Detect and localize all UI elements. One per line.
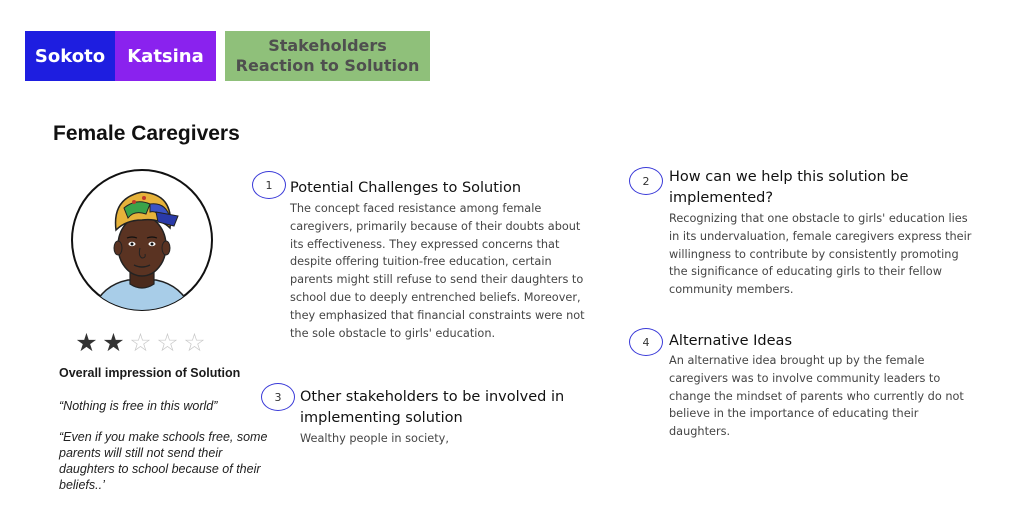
tag-stakeholders-line2: Reaction to Solution xyxy=(235,56,420,75)
star-empty-icon: ☆ xyxy=(183,329,206,357)
section-1-number: 1 xyxy=(252,171,286,199)
impression-label: Overall impression of Solution xyxy=(59,366,241,380)
caregiver-avatar xyxy=(70,168,214,312)
section-1-body: The concept faced resistance among female caregivers, primarily because of their doubts about its effectiveness. They expressed concerns that despite offering tuition-free education, certain parents might still refuse to send their daughters to school due to deeply entrenched beliefs. Moreover, they emphasized that financial constraints were not the sole obstacle to girls' education. xyxy=(290,202,585,340)
tag-stakeholders-reaction xyxy=(225,31,430,81)
star-filled-icon: ★ xyxy=(75,329,98,357)
section-1-title: Potential Challenges to Solution xyxy=(290,180,522,196)
tag-sokoto: Sokoto xyxy=(25,31,115,81)
star-empty-icon: ☆ xyxy=(156,329,179,357)
section-4-body: An alternative idea brought up by the female caregivers was to involve community leaders to change the mindset of parents who currently do not believe in the importance of educating their daughters. xyxy=(669,354,964,439)
section-3-body: Wealthy people in society, xyxy=(300,432,449,445)
rating-stars xyxy=(74,329,207,357)
section-2-body: Recognizing that one obstacle to girls' education lies in its undervaluation, female caregivers express their willingness to contribute by consistently promoting the significance of educating girls to their fellow community members. xyxy=(669,212,972,297)
section-4-title: Alternative Ideas xyxy=(669,333,793,349)
section-4-number: 4 xyxy=(629,328,663,356)
tag-stakeholders-line1: Stakeholders xyxy=(268,36,387,55)
star-filled-icon: ★ xyxy=(102,329,125,357)
section-3-number: 3 xyxy=(261,383,295,411)
section-2-title: How can we help this solution be implemented? xyxy=(669,169,909,206)
quote-2: “Even if you make schools free, some parents will still not send their daughters to school because of their beliefs..’ xyxy=(59,430,268,492)
tag-katsina: Katsina xyxy=(115,31,216,81)
page-title: Female Caregivers xyxy=(53,122,240,145)
quote-1: “Nothing is free in this world” xyxy=(59,399,218,413)
section-3-title: Other stakeholders to be involved in implementing solution xyxy=(300,389,565,426)
section-2-number: 2 xyxy=(629,167,663,195)
star-empty-icon: ☆ xyxy=(129,329,152,357)
